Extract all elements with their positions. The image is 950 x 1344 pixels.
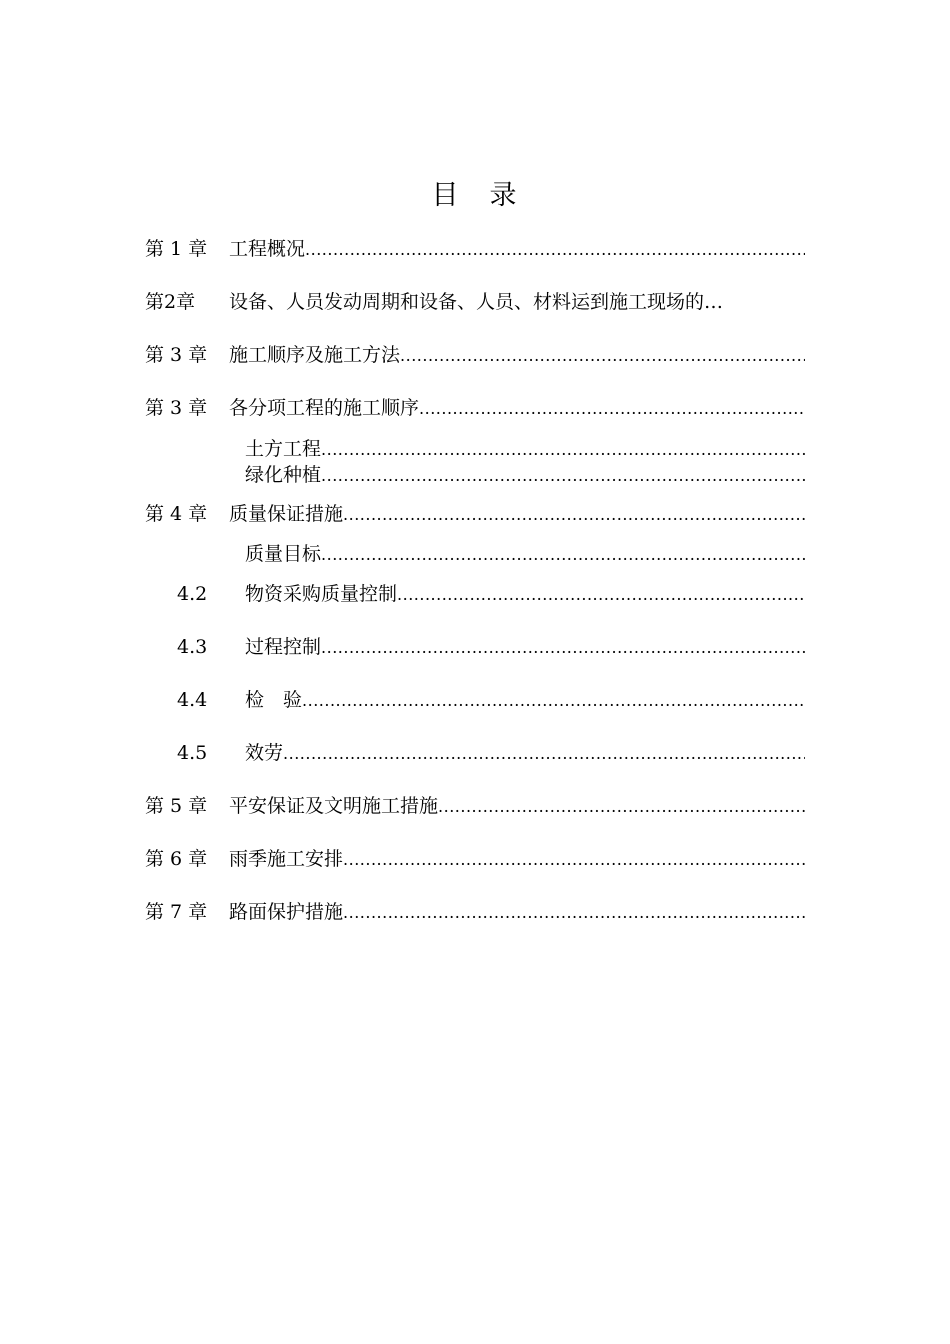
toc-entry-number: 第 4 章 — [145, 503, 208, 525]
toc-entry-text: 路面保护措施 — [229, 901, 344, 923]
toc-dot-leader — [305, 238, 805, 262]
toc-entry[interactable] — [145, 900, 805, 924]
toc-dot-leader — [438, 795, 805, 819]
toc-entry[interactable] — [145, 290, 807, 314]
toc-entry-number: 第 3 章 — [145, 397, 208, 419]
toc-entry-text: 雨季施工安排 — [229, 848, 344, 870]
toc-entry[interactable] — [177, 582, 805, 606]
toc-entry-number: 4.5 — [177, 742, 208, 764]
toc-entry-text: 检 验 — [245, 689, 303, 711]
toc-dot-leader — [343, 503, 805, 527]
toc-entry-text: 物资采购质量控制 — [245, 583, 398, 605]
toc-dot-leader — [400, 344, 805, 368]
toc-dot-leader — [302, 689, 805, 713]
toc-entry[interactable] — [145, 502, 805, 526]
toc-dot-leader — [321, 543, 805, 567]
toc-dot-leader — [343, 901, 805, 925]
toc-entry-text: 过程控制 — [245, 636, 322, 658]
toc-dot-leader — [343, 848, 805, 872]
toc-entry-text: 质量保证措施 — [229, 503, 344, 525]
toc-dot-leader — [321, 636, 805, 660]
toc-entry[interactable] — [177, 635, 805, 659]
toc-title: 目 录 — [431, 180, 519, 211]
toc-entry-text: 工程概况 — [229, 238, 306, 260]
toc-entry[interactable] — [145, 794, 805, 818]
toc-dot-leader — [321, 464, 805, 488]
toc-entry[interactable] — [145, 343, 805, 367]
toc-entry-number: 4.2 — [177, 583, 208, 605]
toc-dot-leader — [419, 397, 805, 421]
toc-entry[interactable] — [145, 847, 805, 871]
toc-dot-leader — [321, 438, 805, 462]
toc-entry-text: 土方工程 — [245, 438, 322, 460]
toc-entry-text: 绿化种植 — [245, 464, 322, 486]
toc-entry[interactable] — [177, 688, 805, 712]
toc-entry-number: 第 5 章 — [145, 795, 208, 817]
toc-entry-number: 4.3 — [177, 636, 208, 658]
toc-dot-leader — [397, 583, 805, 607]
toc-entry[interactable] — [245, 542, 805, 566]
toc-entry-number: 第2章 — [145, 291, 196, 313]
toc-entry-number: 第 6 章 — [145, 848, 208, 870]
toc-entry-text: 施工顺序及施工方法 — [229, 344, 401, 366]
toc-entry[interactable] — [245, 437, 805, 461]
toc-entry[interactable] — [145, 396, 805, 420]
toc-entry-number: 第 7 章 — [145, 901, 208, 923]
toc-entry-text: 各分项工程的施工顺序 — [229, 397, 420, 419]
toc-entry-number: 第 1 章 — [145, 238, 208, 260]
toc-dot-leader — [283, 742, 805, 766]
toc-entry-text: 效劳 — [245, 742, 284, 764]
toc-entry-number: 第 3 章 — [145, 344, 208, 366]
toc-entry-text: 质量目标 — [245, 543, 322, 565]
toc-entry[interactable] — [245, 463, 805, 487]
toc-entry-text: 设备、人员发动周期和设备、人员、材料运到施工现场的… — [229, 291, 724, 313]
toc-entry[interactable] — [177, 741, 805, 765]
toc-entry-number: 4.4 — [177, 689, 208, 711]
toc-entry-text: 平安保证及文明施工措施 — [229, 795, 439, 817]
toc-entry[interactable] — [145, 237, 805, 261]
